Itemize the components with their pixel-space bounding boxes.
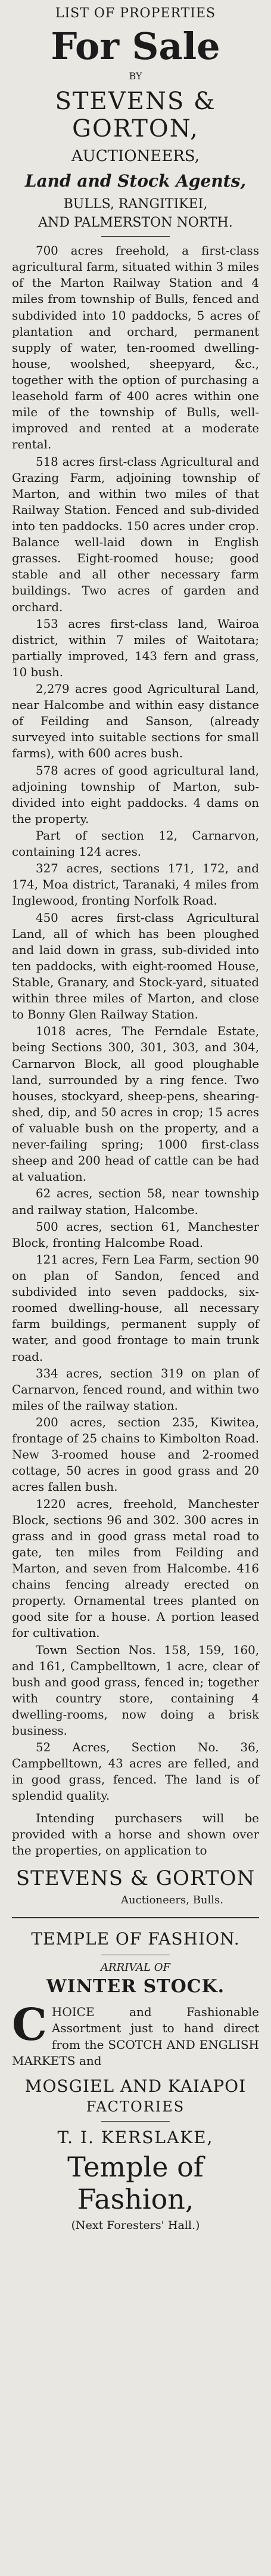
property-listing: 2,279 acres good Agricultural Land, near Halcombe and within easy distance of Feilding and Sanson, (already surveyed into suitable sections for small farms), with 600 acres bush.	[12, 682, 259, 761]
property-listings	[12, 243, 259, 1804]
property-listing: 450 acres first-class Agricultural Land, all of which has been ploughed and laid down in grass, sub-divided into ten paddocks, with eight-roomed House, Stable, Granary, and Stock-yard, situated within three miles of Marton, and close to Bonny Glen Railway Station.	[12, 911, 259, 1022]
property-listing: 1220 acres, freehold, Manchester Block, sections 96 and 302. 300 acres in grass and in good grass metal road to gate, ten miles from Feilding and Marton, and seven from Halcombe. 416 chains fencing already erected on property. Ornamental trees planted on good site for a house. A portion leased for cultivation.	[12, 1497, 259, 1640]
property-listing: 153 acres first-class land, Wairoa district, within 7 miles of Waitotara; partially improved, 143 fern and grass, 10 bush.	[12, 617, 259, 679]
property-listing: 334 acres, section 319 on plan of Carnarvon, fenced round, and within two miles of the railway station.	[12, 1366, 259, 1413]
place-line-2: AND PALMERSTON NORTH.	[38, 215, 233, 231]
property-listing: 200 acres, section 235, Kiwitea, frontage of 25 chains to Kimbolton Road. New 3-roomed house and 2-roomed cottage, 50 acres in good grass and 20 acres fallen bush.	[12, 1415, 259, 1494]
properties-advertisement	[12, 6, 259, 1906]
auctioneers-heading: AUCTIONEERS,	[71, 147, 200, 166]
property-listing: 578 acres of good agricultural land, adjoining township of Marton, sub-divided into eight paddocks. 4 dams on the property.	[12, 763, 259, 826]
property-listing: 518 acres first-class Agricultural and Grazing Farm, adjoining township of Marton, and within two miles of that Railway Station. Fenced and sub-divided into ten paddocks. 150 acres under crop. Balance well-laid down in English grasses. Eight-roomed house; good stable and all other necessary farm buildings. Two acres of garden and orchard.	[12, 454, 259, 614]
land-stock-agents-heading: Land and Stock Agents,	[24, 171, 247, 191]
arrival-of-line: ARRIVAL OF	[101, 1961, 170, 1974]
winter-stock-heading: WINTER STOCK.	[46, 1976, 225, 1997]
fashion-body-paragraph	[12, 1999, 259, 2070]
property-listing: 327 acres, sections 171, 172, and 174, Moa district, Taranaki, 4 miles from Inglewood, fronting Norfolk Road.	[12, 862, 259, 908]
divider	[101, 236, 170, 237]
property-listing: 700 acres freehold, a first-class agricultural farm, situated within 3 miles of the Marton Railway Station and 4 miles from township of Bulls, fenced and subdivided into 10 paddocks, 5 acres of plantation and orchard, permanent supply of water, ten-roomed dwelling-house, woolshed, sheepyard, &c., together with the option of purchasing a leasehold farm of 400 acres within one mile of the township of Bulls, well-improved and rented at a moderate rental.	[12, 244, 259, 452]
owner-name: T. I. KERSLAKE,	[57, 2128, 214, 2148]
section-divider	[12, 1917, 259, 1918]
property-listing: 1018 acres, The Ferndale Estate, being Sections 300, 301, 303, and 304, Carnarvon Block, all good ploughable land, surrounded by a ring fence. Two houses, stockyard, sheep-pens, shearing-shed, dip, and 50 acres in crop; 15 acres of valuable bush on the property, and a never-failing spring; 1000 first-class sheep and 200 head of cattle can be had at valuation.	[12, 1024, 259, 1184]
property-listing: 500 acres, section 61, Manchester Block, fronting Halcombe Road.	[12, 1219, 259, 1250]
closing-paragraph: Intending purchasers will be provided with a horse and shown over the properties, on application to	[12, 1810, 259, 1858]
list-of-properties-heading: LIST OF PROPERTIES	[55, 6, 216, 21]
fashion-advertisement	[12, 1929, 259, 2233]
location-note: (Next Foresters' Hall.)	[71, 2219, 200, 2233]
factories-heading: FACTORIES	[86, 2098, 185, 2116]
for-sale-heading: For Sale	[51, 24, 220, 68]
property-listing: 52 Acres, Section No. 36, Campbelltown, 43 acres are felled, and in good grass, fenced. The land is of splendid quality.	[12, 1741, 259, 1803]
mosgiel-kaiapoi-heading: MOSGIEL AND KAIAPOI	[24, 2076, 247, 2097]
divider	[101, 2121, 170, 2122]
temple-of-fashion-heading: TEMPLE OF FASHION.	[31, 1928, 240, 1949]
property-listing: Part of section 12, Carnarvon, containing 124 acres.	[12, 829, 259, 859]
drop-cap-letter: C	[12, 1999, 47, 2051]
by-line: BY	[129, 70, 142, 82]
place-line-1: BULLS, RANGITIKEI,	[63, 197, 208, 212]
firm-name-heading: STEVENS & GORTON,	[55, 88, 216, 143]
property-listing: 62 acres, section 58, near township and railway station, Halcombe.	[12, 1187, 259, 1217]
fashion-body-text: HOICE and Fashionable Assortment just to hand direct from the SCOTCH AND ENGLISH MARKETS and	[12, 2004, 259, 2068]
property-listing: Town Section Nos. 158, 159, 160, and 161, Campbelltown, 1 acre, clear of bush and good grass, fenced in; together with country store, containing 4 dwelling-rooms, now doing a brisk business.	[12, 1643, 259, 1738]
signature-firm: STEVENS & GORTON	[15, 1866, 256, 1890]
signature-subtitle: Auctioneers, Bulls.	[121, 1893, 223, 1906]
property-listing: 121 acres, Fern Lea Farm, section 90 on plan of Sandon, fenced and subdivided into seven paddocks, six-roomed dwelling-house, all necessary farm buildings, permanent supply of water, and good frontage to main trunk road.	[12, 1252, 259, 1364]
temple-of-fashion-signature: Temple of Fashion,	[67, 2151, 204, 2216]
